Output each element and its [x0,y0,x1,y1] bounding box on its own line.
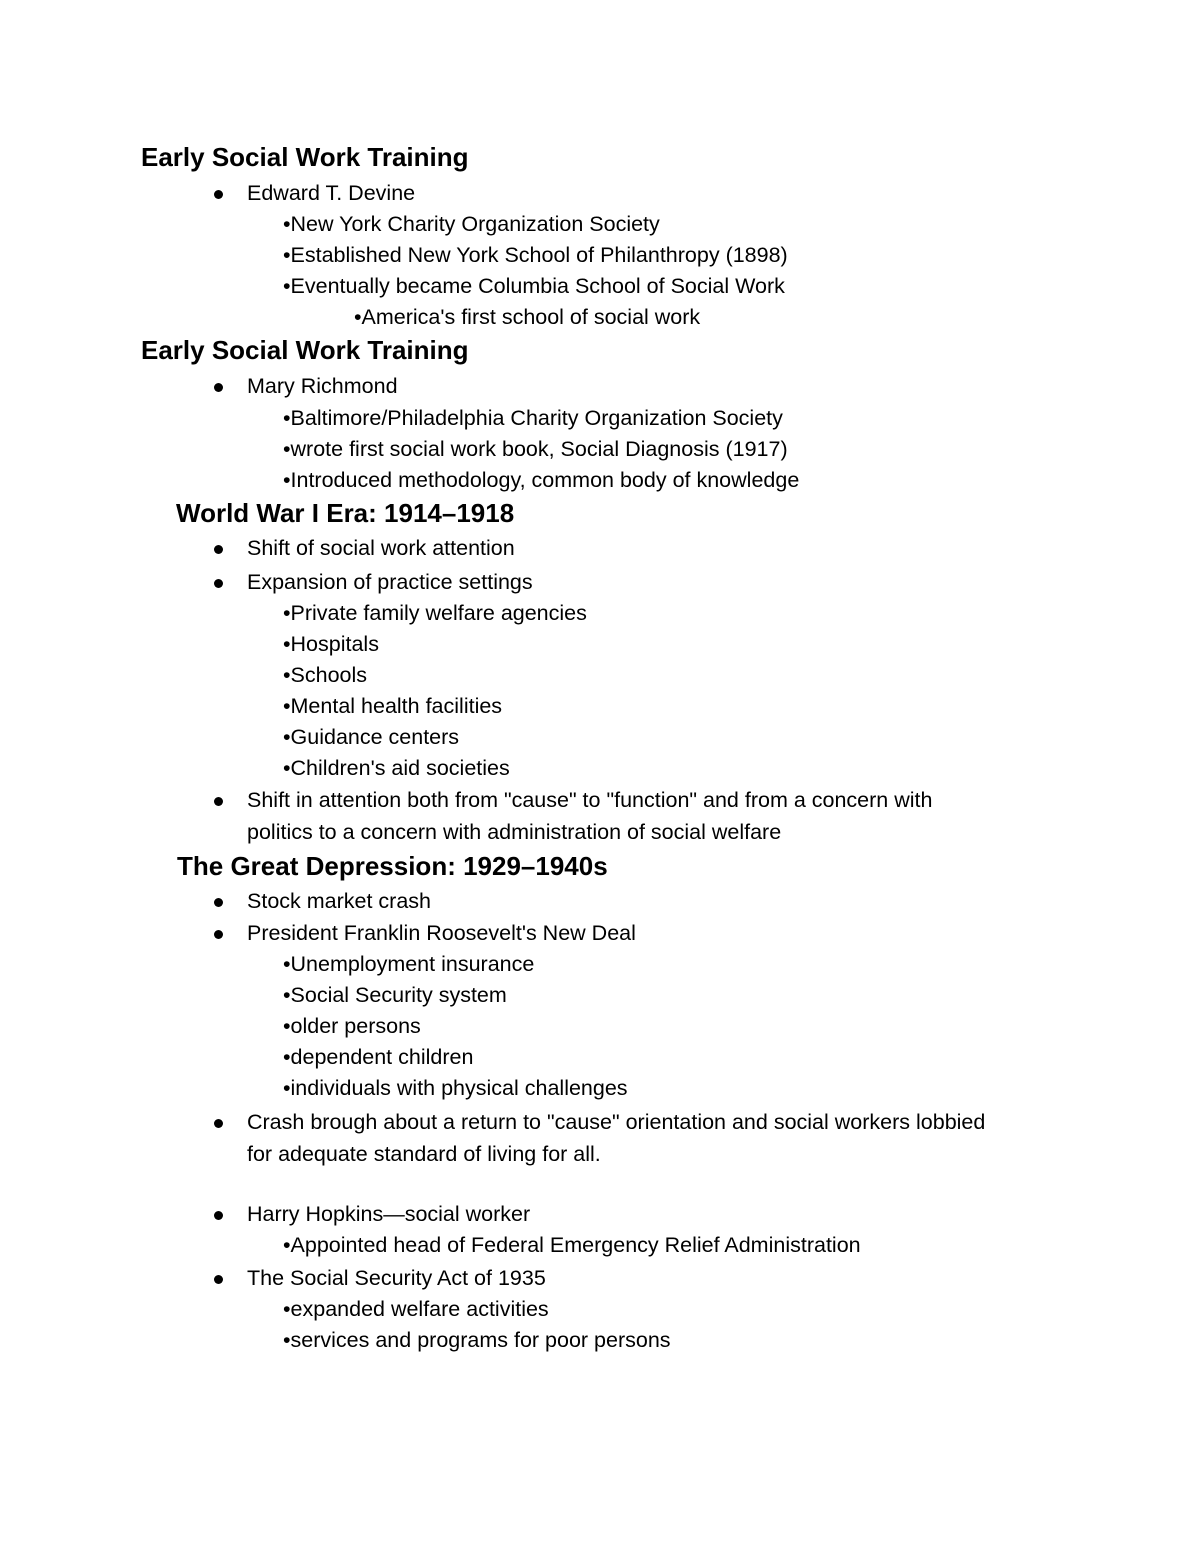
sub-list-item: •Social Security system [283,983,507,1007]
list-item-continuation: politics to a concern with administration of social welfare [247,820,782,844]
list-item: Stock market crash [247,889,431,913]
section-heading: The Great Depression: 1929–1940s [177,851,608,881]
section-heading: Early Social Work Training [141,142,469,172]
sub-list-item: •Introduced methodology, common body of knowledge [283,468,800,492]
bullet-icon [214,545,223,554]
sub-list-item: •Appointed head of Federal Emergency Relief Administration [283,1233,861,1257]
bullet-icon [214,1211,223,1220]
bullet-icon [214,1119,223,1128]
sub-list-item: •Established New York School of Philanthropy (1898) [283,243,788,267]
bullet-icon [214,930,223,939]
list-item: Expansion of practice settings [247,570,533,594]
sub-list-item: •expanded welfare activities [283,1297,549,1321]
sub-list-item: •New York Charity Organization Society [283,212,660,236]
list-item: The Social Security Act of 1935 [247,1266,546,1290]
sub-list-item: •services and programs for poor persons [283,1328,671,1352]
bullet-icon [214,579,223,588]
list-item: President Franklin Roosevelt's New Deal [247,921,636,945]
list-item-continuation: for adequate standard of living for all. [247,1142,601,1166]
list-item: Mary Richmond [247,374,398,398]
sub-list-item: •Hospitals [283,632,379,656]
section-heading: Early Social Work Training [141,335,469,365]
sub-list-item: •older persons [283,1014,421,1038]
list-item: Crash brough about a return to "cause" orientation and social workers lobbied [247,1110,986,1134]
sub-list-item: •Eventually became Columbia School of Social Work [283,274,785,298]
sub-list-item: •dependent children [283,1045,474,1069]
sub-list-item: •wrote first social work book, Social Diagnosis (1917) [283,437,788,461]
sub-list-item: •Unemployment insurance [283,952,535,976]
sub-list-item: •Private family welfare agencies [283,601,587,625]
sub-list-item: •Baltimore/Philadelphia Charity Organization Society [283,406,783,430]
section-heading: World War I Era: 1914–1918 [176,498,515,528]
bullet-icon [214,898,223,907]
list-item: Harry Hopkins—social worker [247,1202,531,1226]
bullet-icon [214,383,223,392]
list-item: Edward T. Devine [247,181,416,205]
sub-list-item: •Mental health facilities [283,694,503,718]
bullet-icon [214,797,223,806]
sub-list-item: •individuals with physical challenges [283,1076,628,1100]
sub-list-item: •Schools [283,663,368,687]
list-item: Shift of social work attention [247,536,515,560]
bullet-icon [214,190,223,199]
list-item: Shift in attention both from "cause" to "function" and from a concern with [247,788,933,812]
sub-sub-list-item: •America's first school of social work [354,305,701,329]
sub-list-item: •Children's aid societies [283,756,510,780]
sub-list-item: •Guidance centers [283,725,460,749]
bullet-icon [214,1275,223,1284]
